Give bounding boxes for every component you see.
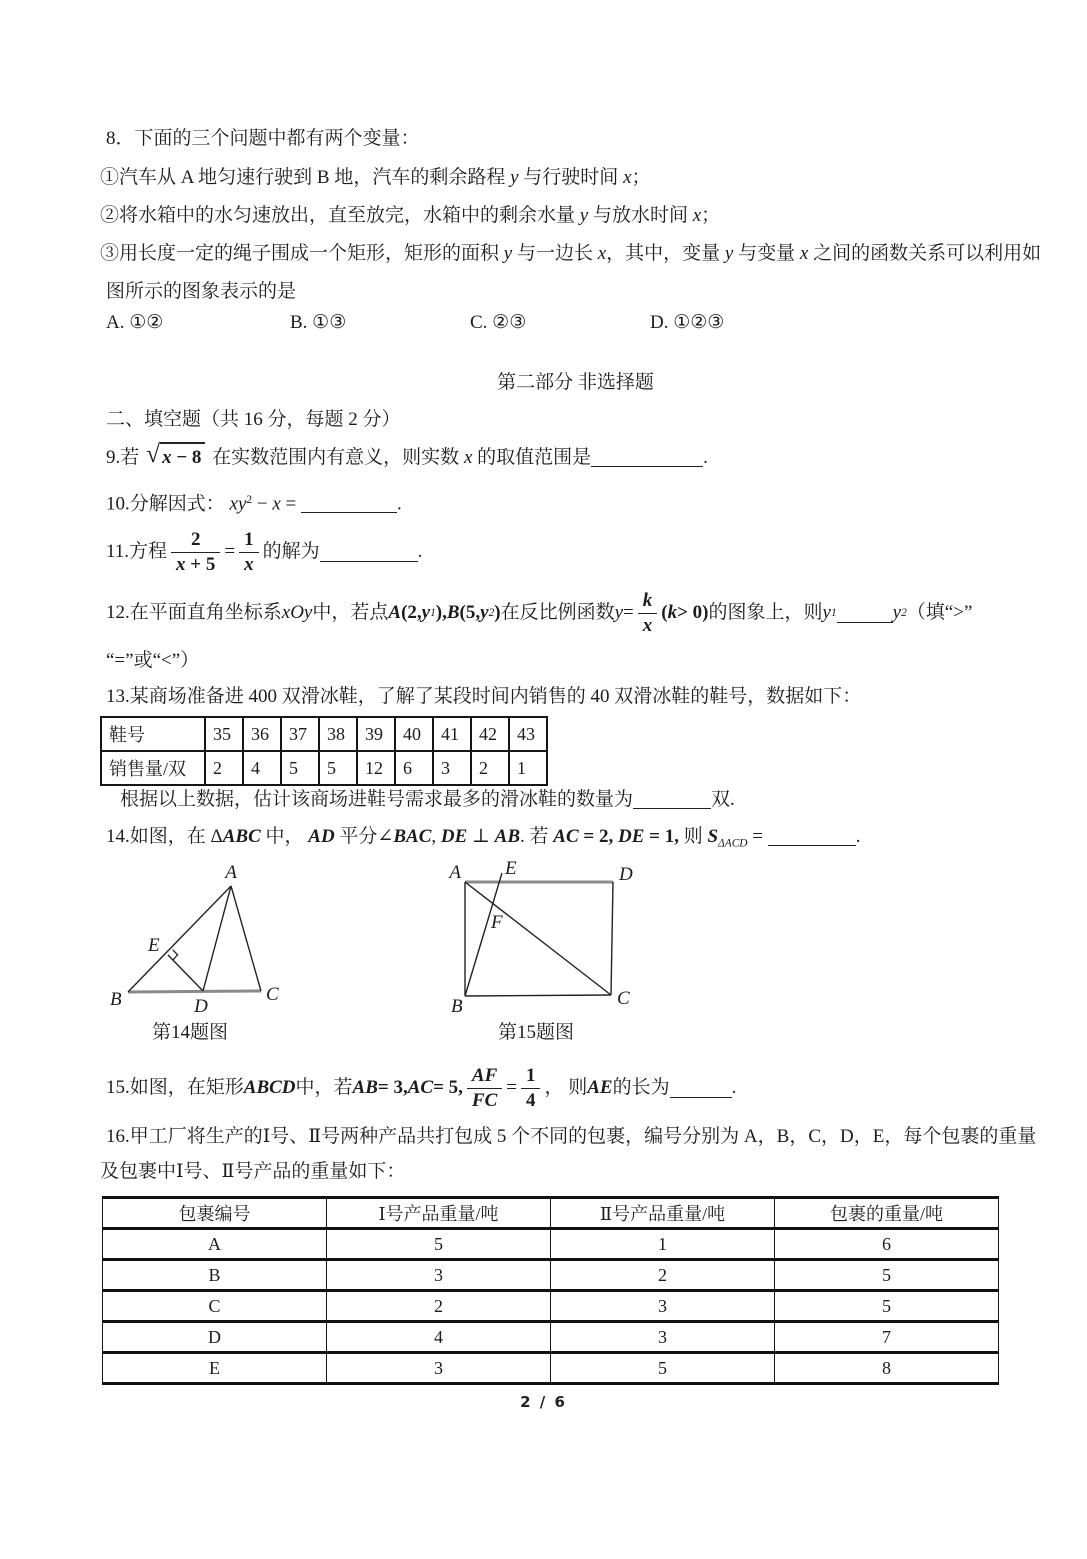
fig15-label-A: A <box>449 862 461 883</box>
table-cell: 1 <box>509 751 547 785</box>
table-cell: 3 <box>433 751 471 785</box>
question-16-line2: 及包裹中Ⅰ号、Ⅱ号产品的重量如下： <box>100 1161 406 1182</box>
figure-15-rectangle <box>443 860 643 1020</box>
right-angle-mark <box>173 950 178 960</box>
fig15-label-E: E <box>505 860 517 879</box>
question-16-line1: 16.甲工厂将生产的Ⅰ号、Ⅱ号两种产品共打包成 5 个不同的包裹，编号分别为 A，B，C，D，E，每个包裹的重量 <box>106 1126 1037 1147</box>
table-cell: 2 <box>205 751 243 785</box>
fig15-label-B: B <box>451 996 463 1017</box>
table-cell: 12 <box>357 751 395 785</box>
q8-option-a: A. ①② <box>106 312 164 333</box>
question-14: 14.如图，在 ΔABC 中， AD 平分∠BAC, DE ⊥ AB. 若 AC = 2, DE = 1, 则 $S_{\Delta ACD}$ = . <box>106 826 861 850</box>
table-cell: 5 <box>319 751 357 785</box>
q8-option-d: D. ①②③ <box>650 312 725 333</box>
table-cell: 8 <box>775 1353 999 1384</box>
radical: √ x − 8 <box>146 442 205 471</box>
question-15: 15.如图，在矩形 ABCD 中，若 AB = 3, AC = 5, $\frac{AF}{FC}$ = $\frac{1}{4}$ ， 则 AE 的长为 . <box>106 1064 737 1111</box>
table-row <box>103 1260 999 1291</box>
table-cell: D <box>103 1322 327 1353</box>
table-cell: 5 <box>775 1260 999 1291</box>
answer-blank <box>591 448 703 467</box>
figure-14-caption: 第14题图 <box>152 1022 229 1043</box>
table-cell: 3 <box>327 1353 551 1384</box>
question-11: 11.方程 $\frac{2}{x + 5}$ = $\frac{1}{x}$ 的解为 . <box>106 528 423 575</box>
table-cell: 2 <box>551 1260 775 1291</box>
q8-item-3: ③用长度一定的绳子围成一个矩形，矩形的面积 y 与一边长 x，其中，变量 y 与变量 x 之间的函数关系可以利用如 <box>100 243 1042 264</box>
table-cell: E <box>103 1353 327 1384</box>
table-row <box>103 1291 999 1322</box>
table-cell: 5 <box>775 1291 999 1322</box>
question-10: 10.分解因式： $xy^2 - x$ = . <box>106 493 402 515</box>
table-cell: 3 <box>327 1260 551 1291</box>
table-cell: 41 <box>433 717 471 751</box>
table-cell: 包裹的重量/吨 <box>775 1198 999 1229</box>
table-cell: Ⅰ号产品重量/吨 <box>327 1198 551 1229</box>
table-cell: 2 <box>471 751 509 785</box>
table-cell: 5 <box>327 1229 551 1260</box>
fig14-label-B: B <box>110 989 122 1010</box>
table-row <box>101 751 547 785</box>
fill-in-header: 二、填空题（共 16 分，每题 2 分） <box>106 409 401 430</box>
table-cell: 3 <box>551 1291 775 1322</box>
table-cell: 37 <box>281 717 319 751</box>
table-row <box>103 1322 999 1353</box>
fig15-label-D: D <box>619 864 633 885</box>
table-header-row <box>103 1198 999 1229</box>
question-13-after: 根据以上数据，估计该商场进鞋号需求最多的滑冰鞋的数量为 双. <box>120 789 735 810</box>
answer-blank <box>320 542 418 561</box>
answer-blank <box>670 1078 732 1097</box>
table-cell: 5 <box>281 751 319 785</box>
q8-item-2: ②将水箱中的水匀速放出，直至放完，水箱中的剩余水量 y 与放水时间 x； <box>100 205 721 226</box>
table-cell: 1 <box>551 1229 775 1260</box>
table-cell: 36 <box>243 717 281 751</box>
fig14-label-D: D <box>194 996 208 1017</box>
question-13: 13.某商场准备进 400 双滑冰鞋，了解了某段时间内销售的 40 双滑冰鞋的鞋号，数据如下： <box>106 686 862 707</box>
table-cell: 包裹编号 <box>103 1198 327 1229</box>
answer-blank <box>768 827 856 846</box>
table-cell: 6 <box>775 1229 999 1260</box>
fig14-label-E: E <box>148 935 160 956</box>
table-cell: A <box>103 1229 327 1260</box>
q8-item-1: ①汽车从 A 地匀速行驶到 B 地，汽车的剩余路程 y 与行驶时间 x； <box>100 167 651 188</box>
figure-15-caption: 第15题图 <box>498 1022 575 1043</box>
answer-blank <box>633 790 711 809</box>
table-cell: 5 <box>551 1353 775 1384</box>
answer-blank <box>837 603 893 622</box>
table-cell: 鞋号 <box>101 717 205 751</box>
table-cell: 35 <box>205 717 243 751</box>
q8-stem: 8．下面的三个问题中都有两个变量： <box>106 128 420 149</box>
table-cell: 4 <box>243 751 281 785</box>
table-cell: C <box>103 1291 327 1322</box>
question-12: 12.在平面直角坐标系 xOy 中，若点 A (2, y 1 ), B (5, y 2 ) 在反比例函数 y = $\frac{k}{x}$ ( k > 0) 的图象上，则 y 1 y 2 （填“>” <box>106 589 973 636</box>
table-header-row <box>101 717 547 751</box>
fig15-label-C: C <box>617 988 630 1009</box>
fig15-label-F: F <box>491 912 503 933</box>
table-cell: B <box>103 1260 327 1291</box>
table-cell: 4 <box>327 1322 551 1353</box>
answer-blank <box>301 494 397 513</box>
fig14-label-C: C <box>266 984 279 1005</box>
q8-option-c: C. ②③ <box>470 312 527 333</box>
question-12-wrap: “=”或“<”） <box>106 650 200 671</box>
table-cell: 40 <box>395 717 433 751</box>
table-row <box>103 1229 999 1260</box>
shoe-size-table <box>100 716 548 786</box>
package-weight-table <box>102 1196 999 1385</box>
table-cell: 2 <box>327 1291 551 1322</box>
table-cell: 3 <box>551 1322 775 1353</box>
section2-title: 第二部分 非选择题 <box>497 372 654 393</box>
table-cell: 42 <box>471 717 509 751</box>
table-cell: Ⅱ号产品重量/吨 <box>551 1198 775 1229</box>
figure-14-triangle <box>108 862 333 1017</box>
table-cell: 7 <box>775 1322 999 1353</box>
table-cell: 39 <box>357 717 395 751</box>
q8-option-b: B. ①③ <box>290 312 347 333</box>
question-9: 9.若 √ x − 8 在实数范围内有意义，则实数 x 的取值范围是 . <box>106 442 708 471</box>
table-cell: 6 <box>395 751 433 785</box>
table-cell: 销售量/双 <box>101 751 205 785</box>
table-cell: 43 <box>509 717 547 751</box>
fig14-label-A: A <box>225 862 237 883</box>
table-cell: 38 <box>319 717 357 751</box>
page-number: 2 / 6 <box>520 1393 567 1411</box>
table-row <box>103 1353 999 1384</box>
q8-item-3-wrap: 图所示的图象表示的是 <box>106 281 297 302</box>
